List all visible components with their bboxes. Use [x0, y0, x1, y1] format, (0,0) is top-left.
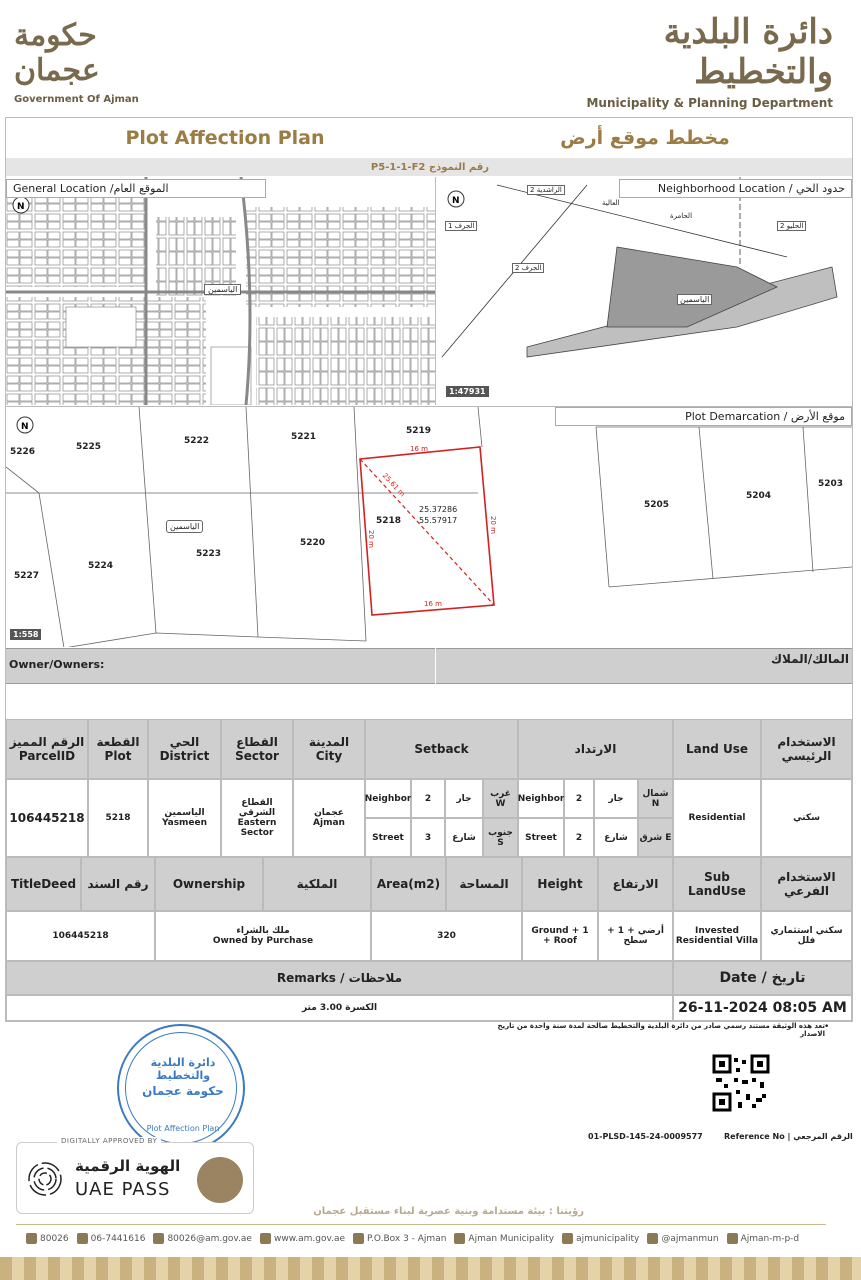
footer-pobox — [353, 1233, 446, 1244]
footer-twitter-text: @ajmanmun — [661, 1233, 719, 1244]
sb2-l-ar: شارع — [445, 818, 483, 857]
nb-tag-5: الجرف 1 — [445, 221, 477, 231]
th-plot-ar: القطعة — [96, 735, 140, 749]
td-plot: 5218 — [88, 779, 148, 857]
td-landuse-ar: سكني — [761, 779, 852, 857]
td-city — [293, 779, 365, 857]
neighborhood-scale: 1:47931 — [446, 386, 489, 397]
plot-5224: 5224 — [88, 561, 114, 571]
neighborhood-map-drawing — [437, 177, 852, 405]
footer-instagram-text: ajmunicipality — [576, 1233, 640, 1244]
td-sector — [221, 779, 293, 857]
owner-label-ar: المالك/الملاك — [770, 652, 849, 666]
plot-map-drawing — [6, 407, 852, 647]
footer-email[interactable] — [153, 1233, 252, 1244]
th-landuse-en: Land Use — [673, 719, 761, 779]
plot-dim-right: 20 m — [488, 516, 497, 534]
header — [0, 0, 861, 110]
plot-5223: 5223 — [196, 549, 222, 559]
reference-label: Reference No | الرقم المرجعي — [724, 1132, 853, 1141]
footer-email-text: 80026@am.gov.ae — [167, 1233, 252, 1244]
fingerprint-icon — [27, 1161, 63, 1197]
qr-code-graphic — [712, 1054, 770, 1112]
gov-name-ar: حكومة عجمان — [14, 18, 100, 88]
official-stamp — [117, 1024, 245, 1152]
td-sector-en: Eastern Sector — [237, 818, 277, 838]
nb-tag-2: العالية — [602, 199, 620, 207]
plot-demarcation-map — [6, 406, 852, 647]
sb1-r-val: 2 — [564, 779, 594, 818]
sb1-r-type: Neighbor — [518, 779, 564, 818]
fax-icon — [77, 1233, 88, 1244]
svg-text:N: N — [17, 202, 25, 212]
sb1-r-ar: جار — [594, 779, 638, 818]
plot-5219: 5219 — [406, 426, 432, 436]
th-parcel-ar: الرقم المميز — [9, 735, 85, 749]
department-logo — [573, 12, 833, 110]
td2-height-en: Ground + 1 + Roof — [522, 911, 598, 961]
th2-sublanduse-en: Sub LandUse — [673, 857, 761, 911]
th-plot — [88, 719, 148, 779]
footer-facebook-text: Ajman Municipality — [468, 1233, 555, 1244]
sb1-l-type: Neighbor — [365, 779, 411, 818]
svg-text:N: N — [21, 422, 29, 432]
plot-area-tag: الياسمين — [166, 520, 203, 533]
th-city-ar: المدينة — [308, 735, 350, 749]
phone-icon — [26, 1233, 37, 1244]
issue-date: 26-11-2024 08:05 AM — [673, 995, 852, 1021]
location-icon — [727, 1233, 738, 1244]
plot-5203: 5203 — [818, 479, 844, 489]
th2-sublanduse-ar: الاستخدام الفرعي — [761, 857, 852, 911]
sb2-l-val: 3 — [411, 818, 445, 857]
neighborhood-location-label: Neighborhood Location / حدود الحي — [619, 179, 852, 198]
remarks-text: الكسرة 3.00 متر — [6, 995, 673, 1021]
th-city — [293, 719, 365, 779]
dept-name-en: Municipality & Planning Department — [586, 96, 833, 110]
plot-scale: 1:558 — [10, 629, 41, 640]
footer-facebook[interactable] — [454, 1233, 554, 1244]
footer-location[interactable] — [727, 1233, 800, 1244]
uae-pass-approved: DIGITALLY APPROVED BY — [57, 1137, 161, 1145]
emblem-icon — [197, 1157, 243, 1203]
th-plot-en: Plot — [104, 749, 132, 763]
title-ar: مخطط موقع أرض — [560, 127, 730, 149]
th2-ownership-en: Ownership — [155, 857, 263, 911]
th2-area-ar: المساحة — [446, 857, 522, 911]
th-setback-ar: الارتداد — [518, 719, 673, 779]
instagram-icon — [562, 1233, 573, 1244]
decorative-footer-band — [0, 1257, 861, 1280]
footer-fax[interactable] — [77, 1233, 146, 1244]
stamp-text-bottom: Plot Affection Plan — [146, 1124, 220, 1133]
email-icon — [153, 1233, 164, 1244]
nb-tag-1: الراشدية 2 — [527, 185, 565, 195]
th-landuse-ar: الاستخدام الرئيسي — [761, 719, 852, 779]
footer-twitter[interactable] — [647, 1233, 718, 1244]
td-sector-ar: القطاع الشرقي — [238, 798, 276, 818]
stamp-text-mid: حكومة عجمان — [142, 1084, 224, 1098]
sb2-r-dir: شرق E — [638, 818, 673, 857]
vision-divider — [16, 1224, 826, 1225]
th-sector — [221, 719, 293, 779]
globe-icon — [260, 1233, 271, 1244]
plot-5220: 5220 — [300, 538, 326, 548]
gov-name-en: Government Of Ajman — [14, 94, 139, 105]
uae-pass-en: UAE PASS — [75, 1179, 171, 1200]
neighborhood-area-tag: الياسمين — [677, 294, 712, 305]
th2-titledeed-en: TitleDeed — [6, 857, 81, 911]
plot-5218: 5218 — [376, 516, 402, 526]
th-sector-ar: القطاع — [236, 735, 278, 749]
plot-5204: 5204 — [746, 491, 772, 501]
sb1-l-val: 2 — [411, 779, 445, 818]
td-district-ar: الياسمين — [164, 808, 205, 818]
footer-fax-text: 06-7441616 — [90, 1233, 146, 1244]
td-district-en: Yasmeen — [161, 818, 208, 828]
th2-area-en: Area(m2) — [371, 857, 446, 911]
plot-5227: 5227 — [14, 571, 40, 581]
date-label: Date / تاريخ — [673, 961, 852, 995]
remarks-label: Remarks / ملاحظات — [6, 961, 673, 995]
footer-phone[interactable] — [26, 1233, 69, 1244]
nb-tag-6: الجرف 2 — [512, 263, 544, 273]
plot-dim-bottom: 16 m — [424, 600, 442, 608]
title-en: Plot Affection Plan — [125, 127, 325, 149]
qr-code — [712, 1054, 770, 1112]
sb2-r-type: Street — [518, 818, 564, 857]
footer-phone-text: 80026 — [40, 1233, 69, 1244]
owner-bar — [6, 648, 852, 684]
th2-height-en: Height — [522, 857, 598, 911]
twitter-icon — [647, 1233, 658, 1244]
plot-dim-left: 20 m — [366, 530, 375, 548]
td2-sublanduse-ar: سكني استثماري فلل — [761, 911, 852, 961]
td2-height-ar: أرضي + 1 + سطح — [598, 911, 673, 961]
plot-dim-top: 16 m — [410, 445, 428, 453]
government-logo — [14, 18, 154, 105]
th2-height-ar: الارتفاع — [598, 857, 673, 911]
td2-sublanduse-en: Invested Residential Villa — [673, 911, 761, 961]
plot-lat: 25.37286 — [419, 505, 458, 514]
td2-ownership-ar: ملك بالشراء — [236, 926, 290, 936]
nb-tag-4: الحليو 2 — [777, 221, 806, 231]
sb2-r-val: 2 — [564, 818, 594, 857]
validity-note: تعد هذه الوثيقة مستند رسمي صادر من دائرة البلدية والتخطيط صالحة لمدة سنة واحدة من تاريخ الاصدار — [497, 1022, 825, 1038]
nb-tag-3: الحامرة — [670, 212, 693, 220]
plot-5205: 5205 — [644, 500, 670, 510]
footer-location-text: Ajman-m-p-d — [740, 1233, 800, 1244]
td-city-en: Ajman — [313, 818, 345, 828]
form-number: P5-1-1-F2 رقم النموذج — [370, 161, 490, 173]
reference-number: 01-PLSD-145-24-0009577 — [588, 1132, 703, 1141]
uae-pass-ar: الهوية الرقمية — [75, 1157, 181, 1175]
th-parcel-en: ParcelID — [18, 749, 76, 763]
footer-website[interactable] — [260, 1233, 345, 1244]
sb2-r-ar: شارع — [594, 818, 638, 857]
plot-lon: 55.57917 — [419, 516, 458, 525]
plot-demarcation-label: Plot Demarcation / موقع الأرض — [555, 407, 852, 426]
plot-5222: 5222 — [184, 436, 210, 446]
facebook-icon — [454, 1233, 465, 1244]
plot-5225: 5225 — [76, 442, 102, 452]
th-city-en: City — [315, 749, 343, 763]
plot-dim-diag: 25.61 m — [380, 471, 407, 499]
th2-ownership-ar: الملكية — [263, 857, 371, 911]
footer-instagram[interactable] — [562, 1233, 639, 1244]
mailbox-icon — [353, 1233, 364, 1244]
td2-ownership — [155, 911, 371, 961]
td2-ownership-en: Owned by Purchase — [212, 936, 314, 946]
sb1-r-dir: شمال N — [638, 779, 673, 818]
owner-divider — [435, 648, 436, 684]
sb2-l-dir: جنوب S — [483, 818, 518, 857]
sb1-l-dir: غرب W — [483, 779, 518, 818]
th-parcel — [6, 719, 88, 779]
th2-titledeed-ar: رقم السند — [81, 857, 155, 911]
td-city-ar: عجمان — [314, 808, 344, 818]
sb2-l-type: Street — [365, 818, 411, 857]
bullet-icon: • — [824, 1022, 830, 1032]
td-district — [148, 779, 221, 857]
neighborhood-location-map — [437, 177, 852, 405]
uae-pass-badge — [16, 1137, 254, 1214]
td2-area: 320 — [371, 911, 522, 961]
dept-name-ar: دائرة البلدية والتخطيط — [663, 12, 833, 92]
owner-label-en: Owner/Owners: — [9, 658, 105, 671]
general-location-label: General Location /الموقع العام — [6, 179, 266, 198]
sb1-l-ar: جار — [445, 779, 483, 818]
td-landuse-en: Residential — [673, 779, 761, 857]
plot-5221: 5221 — [291, 432, 317, 442]
stamp-text-top: دائرة البلدية والتخطيط — [150, 1056, 216, 1082]
plot-5226: 5226 — [10, 447, 36, 457]
th-district-en: District — [159, 749, 210, 763]
th-setback-en: Setback — [365, 719, 518, 779]
footer-pobox-text: P.O.Box 3 - Ajman — [367, 1233, 447, 1244]
td2-titledeed: 106445218 — [6, 911, 155, 961]
general-location-map — [6, 177, 436, 405]
footer-website-text: www.am.gov.ae — [273, 1233, 346, 1244]
footer-contacts — [26, 1233, 846, 1244]
th-district-ar: الحي — [169, 735, 200, 749]
vision-statement: رؤيتنا : بيئة مستدامة وبنية عصرية لبناء مستقبل عجمان — [313, 1206, 584, 1217]
general-area-tag: الياسمين — [204, 284, 241, 295]
td-parcel: 106445218 — [6, 779, 88, 857]
th-sector-en: Sector — [235, 749, 279, 763]
th-district — [148, 719, 221, 779]
svg-text:N: N — [452, 196, 460, 206]
